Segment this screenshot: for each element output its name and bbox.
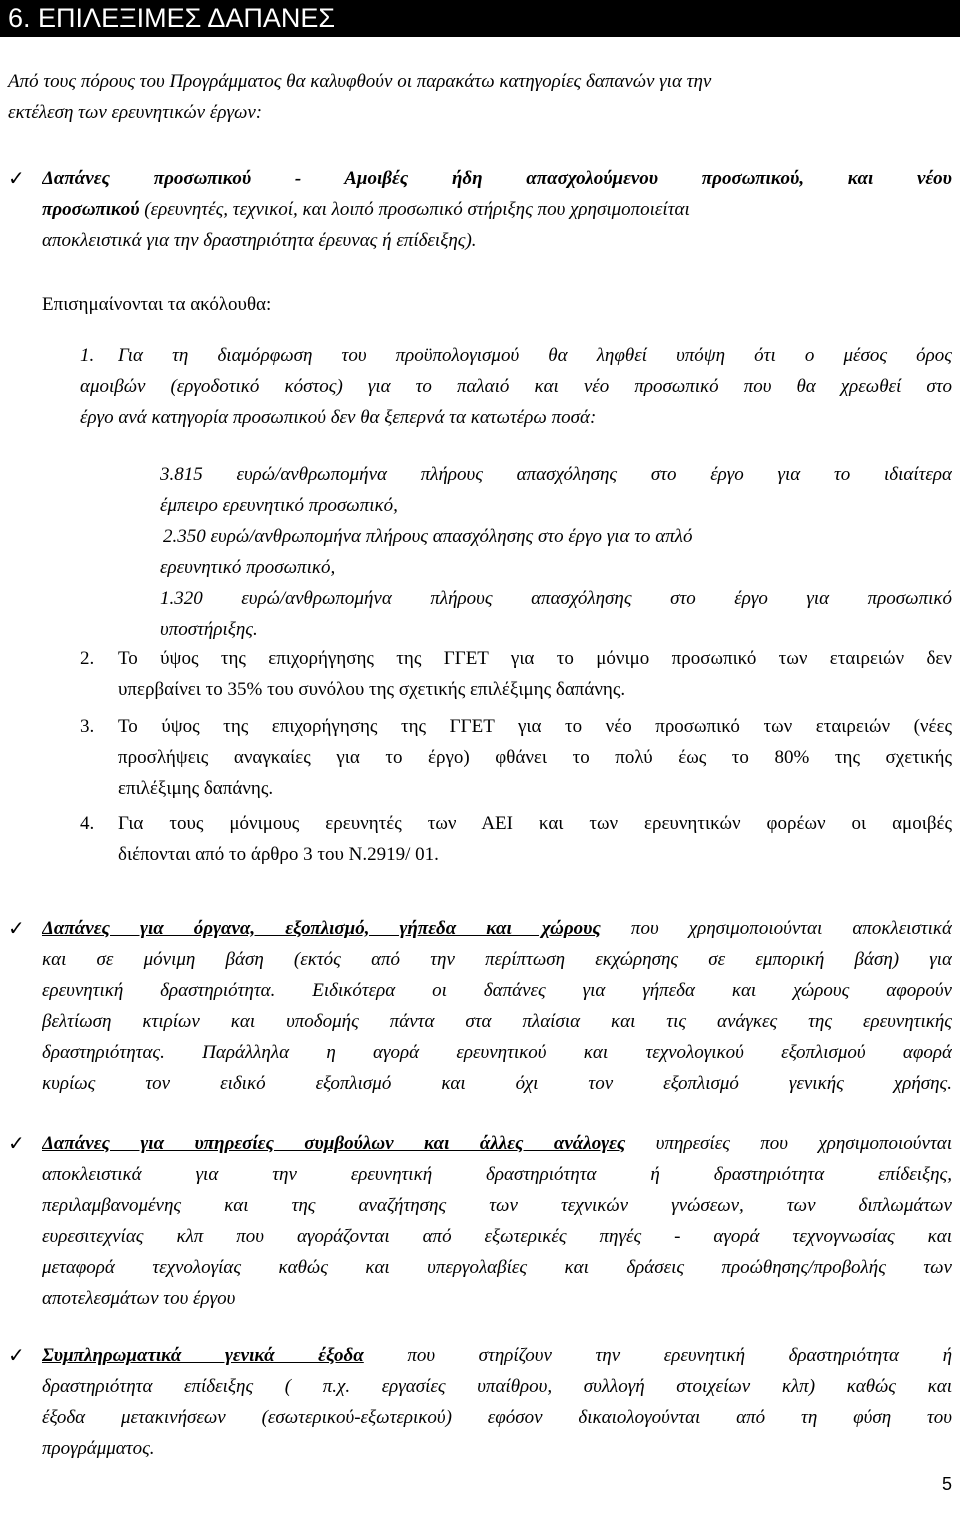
checkmark-icon: ✓	[8, 166, 25, 190]
item-number: 3.	[80, 716, 95, 737]
consulting-line: μεταφορά τεχνολογίας καθώς και υπεργολαβίες και δράσεις προώθησης/προβολής των	[42, 1257, 952, 1278]
consulting-line-rest: υπηρεσίες που χρησιμοποιούνται	[625, 1133, 952, 1154]
equipment-title: Δαπάνες για όργανα, εξοπλισμό, γήπεδα και χώρους	[42, 918, 601, 939]
equipment-line: βελτίωση κτιρίων και υποδομής πάντα στα πλαίσια και τις ανάγκες της ερευνητικής	[42, 1011, 952, 1032]
item-4	[118, 808, 952, 870]
personnel-line	[42, 194, 952, 225]
item-number: 4.	[80, 813, 95, 834]
page-number: 5	[941, 1474, 952, 1494]
item-number: 1.	[80, 345, 95, 366]
intro-paragraph	[8, 66, 952, 128]
intro-line: Από τους πόρους του Προγράμματος θα καλυφθούν οι παρακάτω κατηγορίες δαπανών για την	[8, 71, 712, 92]
overhead-line-rest: που στηρίζουν την ερευνητική δραστηριότητα ή	[363, 1345, 952, 1366]
equipment-line: κυρίως τον ειδικό εξοπλισμό και όχι τον εξοπλισμό γενικής χρήσης.	[42, 1073, 952, 1094]
item-line: επιλέξιμης δαπάνης.	[118, 778, 274, 799]
item-3	[118, 711, 952, 804]
overhead-line	[42, 1340, 952, 1371]
item-line: έργο ανά κατηγορία προσωπικού δεν θα ξεπερνά τα κατωτέρω ποσά:	[80, 407, 597, 428]
personnel-title-end: προσωπικού	[42, 199, 140, 220]
item-line: Για τη διαμόρφωση του προϋπολογισμού θα ληφθεί υπόψη ότι ο μέσος όρος	[118, 345, 952, 366]
item-line: Το ύψος της επιχορήγησης της ΓΓΕΤ για το μόνιμο προσωπικό των εταιρειών δεν	[118, 648, 952, 669]
item-1-rest	[80, 371, 952, 433]
amount-line: 2.350 ευρώ/ανθρωπομήνα πλήρους απασχόλησης στο έργο για το απλό	[163, 526, 693, 547]
personnel-line: αποκλειστικά για την δραστηριότητα έρευνας ή επίδειξης).	[42, 230, 477, 251]
consulting-line	[42, 1128, 952, 1159]
equipment-line: δραστηριότητας. Παράλληλα η αγορά ερευνητικού και τεχνολογικού εξοπλισμού αφορά	[42, 1042, 952, 1063]
equipment-costs-section	[42, 913, 952, 1099]
item-line: διέπονται από το άρθρο 3 του Ν.2919/ 01.	[118, 844, 439, 865]
item-line: αμοιβών (εργοδοτικό κόστος) για το παλαιό και νέο προσωπικό που θα χρεωθεί στο	[80, 376, 952, 397]
consulting-line: αποτελεσμάτων του έργου	[42, 1288, 236, 1309]
note-text: Επισημαίνονται τα ακόλουθα:	[42, 294, 272, 315]
equipment-line-rest: που χρησιμοποιούνται αποκλειστικά	[600, 918, 952, 939]
amount-line: ερευνητικό προσωπικό,	[160, 557, 336, 578]
item-2	[118, 643, 952, 705]
checkmark-icon: ✓	[8, 916, 25, 940]
consulting-line: ευρεσιτεχνίας κλπ που αγοράζονται από εξωτερικές πηγές - αγορά τεχνογνωσίας και	[42, 1226, 952, 1247]
consulting-line: περιλαμβανομένης και της αναζήτησης των τεχνικών γνώσεων, των διπλωμάτων	[42, 1195, 952, 1216]
personnel-line-rest: (ερευνητές, τεχνικοί, και λοιπό προσωπικό στήριξης που χρησιμοποιείται	[139, 199, 690, 220]
checkmark-icon: ✓	[8, 1343, 25, 1367]
equipment-line: και σε μόνιμη βάση (εκτός από την περίπτωση εκχώρησης σε εμπορική βάση) για	[42, 949, 952, 970]
personnel-title-line: Δαπάνες προσωπικού - Αμοιβές ήδη απασχολούμενου προσωπικού, και νέου	[42, 168, 952, 189]
overhead-costs-section	[42, 1340, 952, 1464]
overhead-line: έξοδα μετακινήσεων (εσωτερικού-εξωτερικού) εφόσον δικαιολογούνται από τη φύση του	[42, 1407, 952, 1428]
intro-line: εκτέλεση των ερευνητικών έργων:	[8, 102, 263, 123]
overhead-line: προγράμματος.	[42, 1438, 155, 1459]
checkmark-icon: ✓	[8, 1131, 25, 1155]
consulting-line: αποκλειστικά για την ερευνητική δραστηριότητα ή δραστηριότητα επίδειξης,	[42, 1164, 952, 1185]
section-heading: 6. ΕΠΙΛΕΞΙΜΕΣ ΔΑΠΑΝΕΣ	[0, 0, 960, 37]
personnel-costs-section	[42, 163, 952, 256]
consulting-title: Δαπάνες για υπηρεσίες συμβούλων και άλλες ανάλογες	[42, 1133, 626, 1154]
amount-line: έμπειρο ερευνητικό προσωπικό,	[160, 495, 398, 516]
item-1-first-line	[118, 340, 952, 371]
item-line: υπερβαίνει το 35% του συνόλου της σχετικής επιλέξιμης δαπάνης.	[118, 679, 626, 700]
equipment-line: ερευνητική δραστηριότητα. Ειδικότερα οι δαπάνες για γήπεδα και χώρους αφορούν	[42, 980, 952, 1001]
amounts-list	[160, 459, 952, 645]
item-line: Για τους μόνιμους ερευνητές των ΑΕΙ και των ερευνητικών φορέων οι αμοιβές	[118, 813, 952, 834]
equipment-line	[42, 913, 952, 944]
item-number: 2.	[80, 648, 95, 669]
amount-line: 1.320 ευρώ/ανθρωπομήνα πλήρους απασχόλησης στο έργο για προσωπικό	[160, 588, 952, 609]
overhead-title: Συμπληρωματικά γενικά έξοδα	[42, 1345, 364, 1366]
note-label	[42, 289, 642, 320]
item-line: προσλήψεις αναγκαίες για το έργο) φθάνει το πολύ έως το 80% της σχετικής	[118, 747, 952, 768]
item-line: Το ύψος της επιχορήγησης της ΓΓΕΤ για το νέο προσωπικό των εταιρειών (νέες	[118, 716, 952, 737]
amount-line: υποστήριξης.	[160, 619, 258, 640]
overhead-line: δραστηριότητα επίδειξης ( π.χ. εργασίες υπαίθρου, συλλογή στοιχείων κλπ) καθώς και	[42, 1376, 952, 1397]
consulting-costs-section	[42, 1128, 952, 1314]
amount-line: 3.815 ευρώ/ανθρωπομήνα πλήρους απασχόλησης στο έργο για το ιδιαίτερα	[160, 464, 952, 485]
